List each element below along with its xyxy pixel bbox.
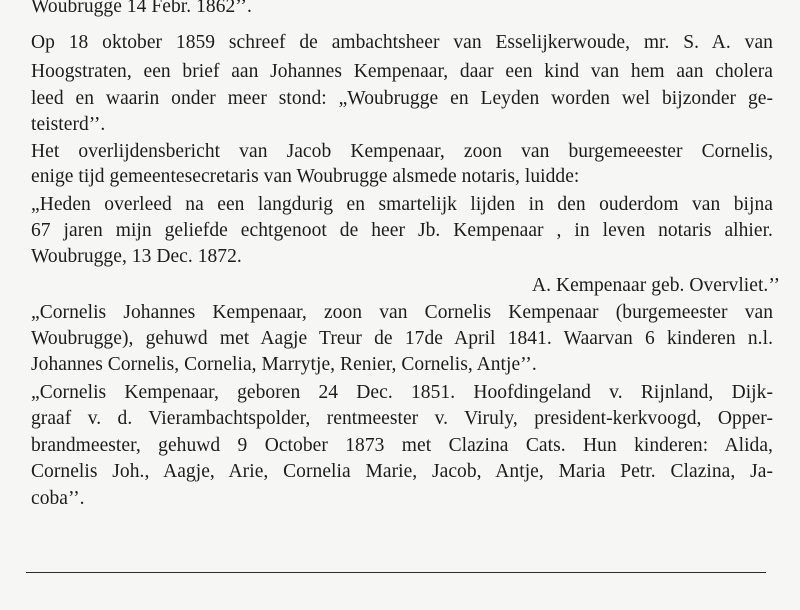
signature-line: A. Kempenaar geb. Overvliet.’’ [531,275,780,296]
text-line-4: leed en waarin onder meer stond: „Woubrugge en Leyden worden wel bijzonder ge- [31,88,773,109]
text-line-5: teisterd’’. [31,114,106,135]
text-line-14: Johannes Cornelis, Cornelia, Marrytje, Renier, Cornelis, Antje’’. [31,354,537,375]
text-line-7: enige tijd gemeentesecretaris van Woubrugge alsmede notaris, luidde: [31,166,580,187]
text-line-9: 67 jaren mijn geliefde echtgenoot de heer Jb. Kempenaar , in leven notaris alhier. [31,220,773,241]
text-line-16: graaf v. d. Vierambachtspolder, rentmeester v. Viruly, president-kerkvoogd, Opper- [31,408,773,429]
text-line-10: Woubrugge, 13 Dec. 1872. [31,246,242,267]
text-line-19: coba’’. [31,488,85,509]
text-line-15: „Cornelis Kempenaar, geboren 24 Dec. 1851. Hoofdingeland v. Rijnland, Dijk- [31,382,773,403]
text-line-6: Het overlijdensbericht van Jacob Kempenaar, zoon van burgemeeester Cornelis, [31,141,773,162]
text-line-8: „Heden overleed na een langdurig en smartelijk lijden in den ouderdom van bijna [31,194,773,215]
text-line-17: brandmeester, gehuwd 9 October 1873 met Clazina Cats. Hun kinderen: Alida, [31,435,773,456]
text-line-3: Hoogstraten, een brief aan Johannes Kempenaar, daar een kind van hem aan cholera [31,61,773,82]
text-line-13: Woubrugge), gehuwd met Aagje Treur de 17de April 1841. Waarvan 6 kinderen n.l. [31,328,773,349]
text-line-18: Cornelis Joh., Aagje, Arie, Cornelia Marie, Jacob, Antje, Maria Petr. Clazina, Ja- [31,461,773,482]
text-line-2: Op 18 oktober 1859 schreef de ambachtsheer van Esselijkerwoude, mr. S. A. van [31,32,773,53]
footnote-divider [26,572,766,573]
text-line-12: „Cornelis Johannes Kempenaar, zoon van Cornelis Kempenaar (burgemeester van [31,302,773,323]
text-line-1: Woubrugge 14 Febr. 1862’’. [31,0,252,17]
